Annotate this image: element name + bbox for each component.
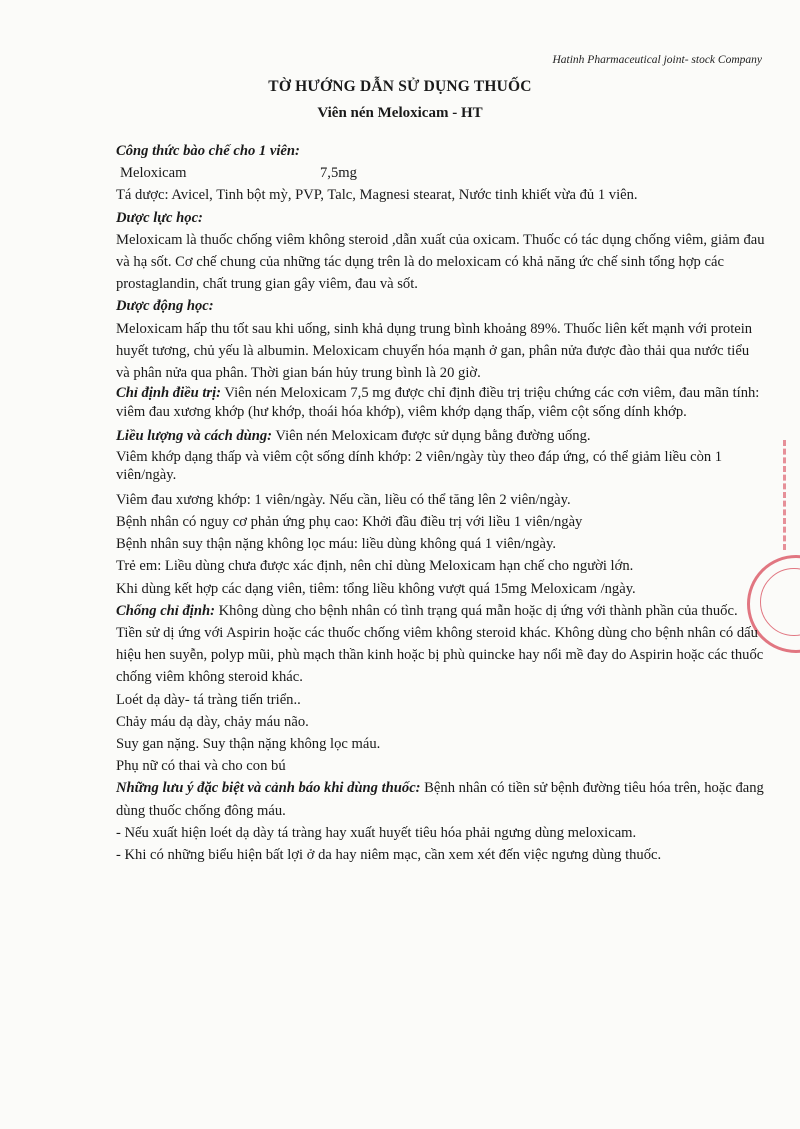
dosage-line: Trẻ em: Liều dùng chưa được xác định, nên chỉ dùng Meloxicam hạn chế cho người lớn. bbox=[116, 558, 634, 575]
pharmacodynamics-text: Meloxicam là thuốc chống viêm không steroid ,dẫn xuất của oxicam. Thuốc có tác dụng chống viêm, giảm đau và hạ sốt. Cơ chế chung của những tác dụng trên là do meloxicam có khả năng ức chế sinh tổng hợp các prostaglandin, chất trung gian gây viêm, đau và sốt. bbox=[116, 231, 765, 293]
contraindication-line: Suy gan nặng. Suy thận nặng không lọc máu. bbox=[116, 736, 381, 753]
indications-paragraph bbox=[116, 384, 766, 421]
ingredient-name: Meloxicam bbox=[120, 165, 187, 182]
dosage-line: Viêm đau xương khớp: 1 viên/ngày. Nếu cần, liều có thể tăng lên 2 viên/ngày. bbox=[116, 491, 571, 508]
dosage-intro-paragraph bbox=[116, 425, 766, 447]
document-title: TỜ HƯỚNG DẪN SỬ DỤNG THUỐC bbox=[268, 78, 532, 95]
contraindications-paragraph bbox=[116, 600, 766, 689]
dosage-line: Khi dùng kết hợp các dạng viên, tiêm: tổng liều không vượt quá 15mg Meloxicam /ngày. bbox=[116, 580, 636, 597]
dosage-line: Viêm khớp dạng thấp và viêm cột sống dính khớp: 2 viên/ngày tùy theo đáp ứng, có thể giảm liều còn 1 viên/ngày. bbox=[116, 448, 723, 484]
indications-text: Viên nén Meloxicam 7,5 mg được chỉ định điều trị triệu chứng các cơn viêm, đau mãn tính: viêm đau xương khớp (hư khớp, thoái hóa khớp), viêm khớp dạng thấp, viêm cột sống dính khớp. bbox=[116, 385, 760, 420]
document-body bbox=[116, 140, 766, 866]
document-subtitle: Viên nén Meloxicam - HT bbox=[317, 105, 483, 121]
ingredient-amount: 7,5mg bbox=[320, 165, 357, 182]
ingredient-row bbox=[116, 162, 766, 184]
pharmacokinetics-heading: Dược động học: bbox=[116, 298, 214, 315]
dosage-heading: Liều lượng và cách dùng: bbox=[116, 428, 273, 445]
formula-heading: Công thức bào chế cho 1 viên: bbox=[116, 143, 300, 159]
pharmacokinetics-text: Meloxicam hấp thu tốt sau khi uống, sinh khả dụng trung bình khoảng 89%. Thuốc liên kết mạnh với protein huyết tương, chủ yếu là albumin. Meloxicam chuyển hóa mạnh ở gan, phân nửa được đào thải qua nước tiểu và phân nửa qua phân. Thời gian bán hủy trung bình là 20 giờ. bbox=[116, 320, 753, 382]
contraindication-line: Phụ nữ có thai và cho con bú bbox=[116, 758, 286, 775]
red-stamp-edge-mark bbox=[783, 440, 800, 550]
warning-bullet: - Nếu xuất hiện loét dạ dày tá tràng hay xuất huyết tiêu hóa phải ngưng dùng meloxicam. bbox=[116, 824, 637, 841]
dosage-intro: Viên nén Meloxicam được sử dụng bằng đường uống. bbox=[272, 428, 591, 445]
excipients-text: Tá dược: Avicel, Tinh bột mỳ, PVP, Talc, Magnesi stearat, Nước tinh khiết vừa đủ 1 viên. bbox=[116, 187, 638, 204]
company-name: Hatinh Pharmaceutical joint- stock Company bbox=[552, 54, 762, 66]
contraindication-line: Loét dạ dày- tá tràng tiến triển.. bbox=[116, 691, 301, 708]
warnings-heading: Những lưu ý đặc biệt và cảnh báo khi dùng thuốc: bbox=[116, 780, 421, 797]
warnings-paragraph bbox=[116, 777, 766, 821]
contraindications-text: Không dùng cho bệnh nhân có tình trạng quá mẫn hoặc dị ứng với thành phần của thuốc. Tiền sử dị ứng với Aspirin hoặc các thuốc chống viêm không steroid khác. Không dùng cho bệnh nhân có dấu hiệu hen suyễn, polyp mũi, phù mạch thần kinh hoặc bị phù quincke hay nổi mề đay do Aspirin hoặc các thuốc chống viêm không steroid khác. bbox=[116, 602, 764, 686]
contraindication-line: Chảy máu dạ dày, chảy máu não. bbox=[116, 713, 309, 730]
pharmacodynamics-heading: Dược lực học: bbox=[116, 209, 203, 226]
indications-heading: Chỉ định điều trị: bbox=[116, 385, 222, 402]
contraindications-heading: Chống chỉ định: bbox=[116, 602, 215, 619]
dosage-line: Bệnh nhân suy thận nặng không lọc máu: liều dùng không quá 1 viên/ngày. bbox=[116, 536, 557, 553]
warning-bullet: - Khi có những biểu hiện bất lợi ở da hay niêm mạc, cần xem xét đến việc ngưng dùng thuốc. bbox=[116, 847, 662, 864]
warnings-text: Bệnh nhân có tiền sử bệnh đường tiêu hóa trên, hoặc đang dùng thuốc chống đông máu. bbox=[116, 780, 764, 819]
dosage-line: Bệnh nhân có nguy cơ phản ứng phụ cao: Khởi đầu điều trị với liều 1 viên/ngày bbox=[116, 514, 583, 531]
